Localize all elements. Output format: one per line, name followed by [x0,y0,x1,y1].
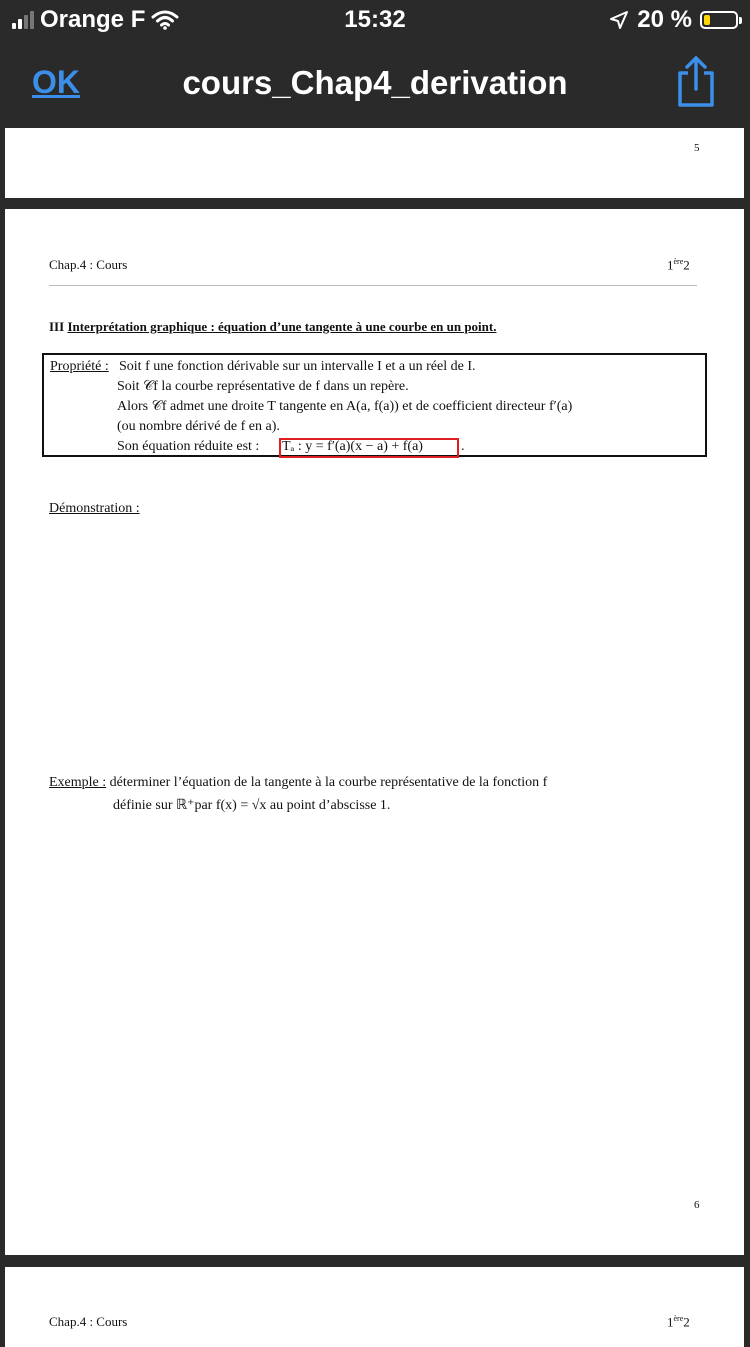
property-label: Propriété : [50,359,109,374]
class-level: 1 [667,1314,674,1330]
carrier-name: Orange F [40,6,146,33]
page-header-right [667,1314,690,1330]
section-heading: Interprétation graphique : équation d’une tangente à une courbe en un point. [67,319,497,334]
page-number: 5 [694,142,700,154]
document-title: cours_Chap4_derivation [182,64,568,101]
property-line-2: Soit 𝒞f la courbe représentative de f dans un repère. [117,379,409,394]
property-box [42,353,707,457]
document-page-7[interactable] [5,1267,744,1347]
share-icon[interactable] [674,55,718,107]
class-level: 1 [667,257,674,273]
nav-bar [0,40,750,128]
section-title [49,319,496,335]
equation-period: . [461,439,465,454]
class-level-sup: ère [673,1314,684,1323]
example-line-2: définie sur ℝ⁺par f(x) = √x au point d’abscisse 1. [113,798,391,813]
class-number: 2 [683,257,690,273]
document-page-5[interactable] [5,128,744,198]
status-right [609,6,738,34]
status-time: 15:32 [344,6,406,33]
chapter-label: Chap.4 : Cours [49,257,128,272]
chapter-label: Chap.4 : Cours [49,1314,128,1329]
tangent-equation: Tₐ : y = f′(a)(x − a) + f(a) [282,439,423,454]
battery-icon [700,11,738,29]
battery-percent: 20 % [637,6,692,33]
property-line-3: Alors 𝒞f admet une droite T tangente en A(a, f(a)) et de coefficient directeur f′(a) [117,399,573,414]
equation-highlight [279,438,459,458]
ok-button[interactable]: OK [32,64,80,100]
class-level-sup: ère [673,257,684,266]
demonstration-label: Démonstration : [49,501,140,516]
property-line-1: Soit f une fonction dérivable sur un intervalle I et a un réel de I. [119,359,476,374]
page-header-right [667,257,690,273]
header-divider [49,285,697,286]
status-bar [0,0,750,40]
example-label: Exemple : [49,775,107,790]
location-arrow-icon [609,10,629,30]
page-header-left [49,257,127,273]
equation-intro: Son équation réduite est : [117,439,260,454]
property-line-5 [117,439,259,455]
class-number: 2 [683,1314,690,1330]
page-header-left [49,1314,127,1330]
section-number: III [49,319,65,334]
page-number: 6 [694,1199,700,1211]
battery-level [704,15,710,25]
example-text-1: déterminer l’équation de la tangente à la courbe représentative de la fonction f [109,775,548,790]
property-line-4: (ou nombre dérivé de f en a). [117,419,280,434]
document-page-6[interactable] [5,209,744,1255]
example-line-1 [49,775,547,791]
